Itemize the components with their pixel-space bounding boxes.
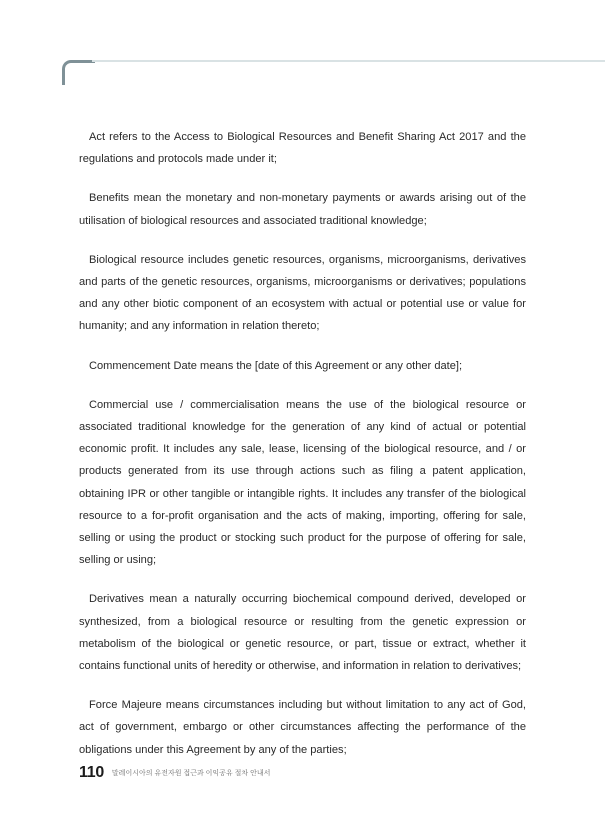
definition-derivatives: Derivatives mean a naturally occurring biochemical compound derived, developed or synthesized, from a biological resource or resulting from the genetic expression or metabolism of the biological or genetic resource, or part, tissue or extract, whether it contains functional units of heredity or otherwise, and information in relation to derivatives; — [79, 593, 526, 673]
page-footer — [79, 764, 270, 782]
corner-bracket-decoration — [62, 60, 95, 85]
running-title: 말레이시아의 유전자원 접근과 이익공유 절차 안내서 — [111, 770, 271, 777]
definition-commercial-use: Commercial use / commercialisation means the use of the biological resource or associated traditional knowledge for the generation of any kind of actual or potential economic profit. It includes any sale, lease, licensing of the biological resource, and / or products generated from its use through actions such as filing a patent application, obtaining IPR or other tangible or intangible rights. It includes any transfer of the biological resource to a for-profit organisation and the acts of making, importing, offering for sale, selling or using the product or stocking such product for the purpose of offering for sale, selling or using; — [79, 398, 526, 567]
header-rule — [92, 60, 605, 62]
definition-act: Act refers to the Access to Biological Resources and Benefit Sharing Act 2017 and the regulations and protocols made under it; — [79, 131, 526, 166]
definition-commencement-date: Commencement Date means the [date of this Agreement or any other date]; — [89, 359, 463, 372]
definitions-body — [79, 126, 526, 778]
definition-force-majeure: Force Majeure means circumstances including but without limitation to any act of God, act of government, embargo or other circumstances affecting the performance of the obligations under this Agreement by any of the parties; — [79, 699, 526, 756]
definition-biological-resource: Biological resource includes genetic resources, organisms, microorganisms, derivatives and parts of the genetic resources, organisms, microorganisms or derivatives; populations and any other biotic component of an ecosystem with actual or potential use or value for humanity; and any information in relation thereto; — [79, 253, 526, 333]
definition-benefits: Benefits mean the monetary and non-monetary payments or awards arising out of the utilisation of biological resources and associated traditional knowledge; — [79, 192, 526, 227]
page-number: 110 — [79, 764, 104, 781]
